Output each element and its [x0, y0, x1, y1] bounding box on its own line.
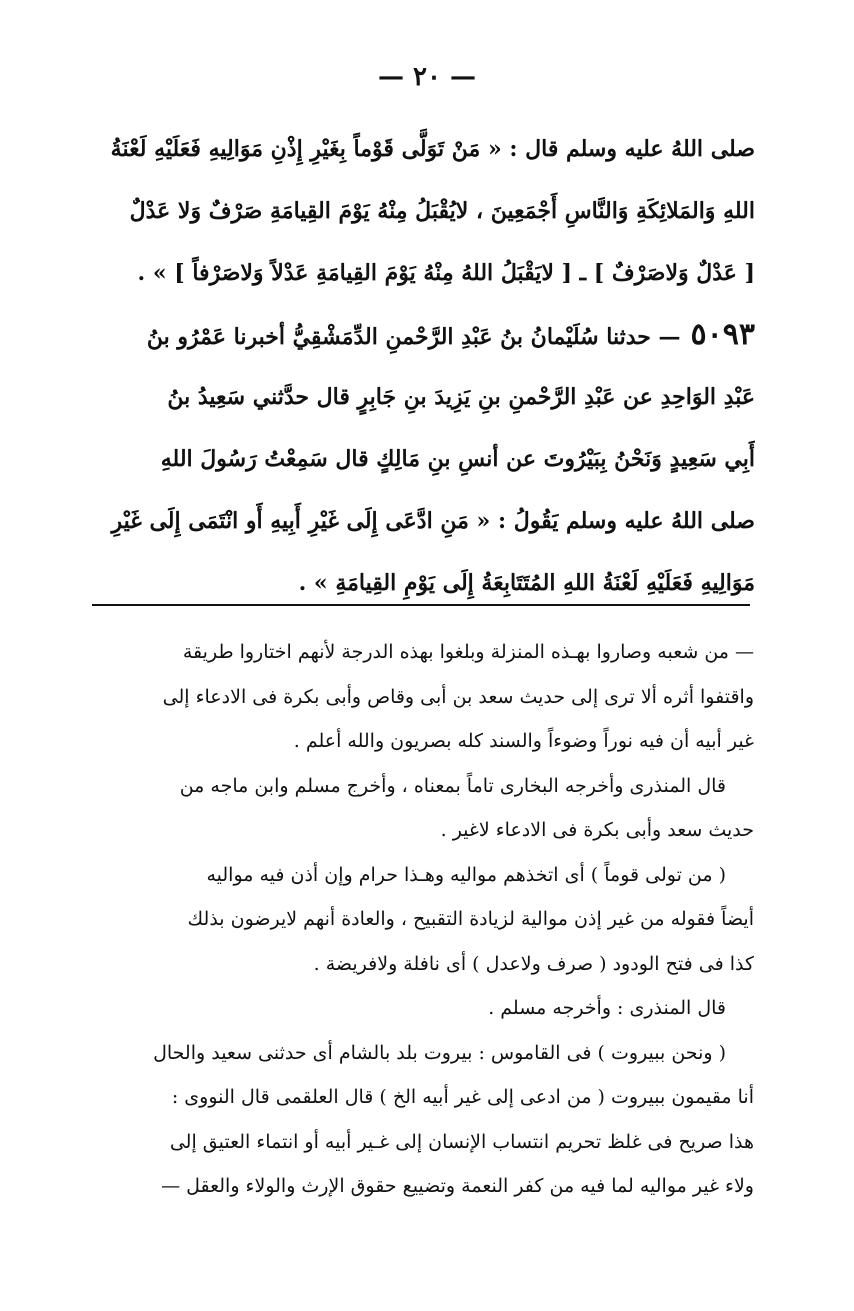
main-line: مَوَالِيهِ فَعَلَيْهِ لَعْنَةُ اللهِ المُتَتَابِعَةُ إِلَى يَوْمِ القِيامَةِ » . — [298, 570, 755, 596]
commentary-line: حديث سعد وأبى بكرة فى الادعاء لاغير . — [440, 819, 754, 841]
main-line: اللهِ وَالمَلائِكَةِ وَالنَّاسِ أَجْمَعِينَ ، لايُقْبَلُ مِنْهُ يَوْمَ القِيامَةِ صَرْفٌ وَلا عَدْلٌ — [129, 198, 755, 224]
commentary-line: أنا مقيمون ببيروت ( من ادعى إلى غير أبيه الخ ) قال العلقمى قال النووى : — [171, 1086, 754, 1108]
commentary-line: ولاء غير مواليه لما فيه من كفر النعمة وتضييع حقوق الإرث والولاء والعقل — — [161, 1175, 754, 1197]
main-line-hadith-start — [90, 304, 755, 366]
main-line: صلى اللهُ عليه وسلم يَقُولُ : « مَنِ ادَّعَى إِلَى غَيْرِ أَبِيهِ أَو انْتَمَى إِلَى غَيْرِ — [111, 508, 755, 534]
commentary-line: أيضاً فقوله من غير إذن موالية لزيادة التقبيح ، والعادة أنهم لايرضون بذلك — [187, 908, 754, 930]
commentary-text — [92, 630, 754, 1209]
commentary-line: هذا صريح فى غلظ تحريم انتساب الإنسان إلى غـير أبيه أو انتماء العتيق إلى — [169, 1130, 754, 1153]
commentary-line: — من شعبه وصاروا بهـذه المنزلة وبلغوا بهذه الدرجة لأنهم اختاروا طريقة — [182, 641, 754, 663]
hadith-number: ٥٠٩٣ — [690, 317, 755, 352]
commentary-line: قال المنذرى وأخرجه البخارى تاماً بمعناه ، وأخرج مسلم وابن ماجه من — [179, 774, 726, 797]
commentary-line: واقتفوا أثره ألا ترى إلى حديث سعد بن أبى وقاص وأبى بكرة فى الادعاء إلى — [162, 685, 754, 708]
footnote-divider — [92, 604, 750, 606]
main-line: صلى اللهُ عليه وسلم قال : « مَنْ تَوَلَّى قَوْماً بِغَيْرِ إِذْنِ مَوَالِيهِ فَعَلَيْهِ لَعْنَةُ — [110, 136, 755, 162]
commentary-line: غير أبيه أن فيه نوراً وضوءاً والسند كله بصريون والله أعلم . — [293, 730, 754, 752]
main-line: عَبْدِ الوَاحِدِ عن عَبْدِ الرَّحْمنِ بنِ يَزِيدَ بنِ جَابِرٍ قال حدَّثني سَعِيدُ بنُ — [167, 384, 755, 410]
commentary-line: ( من تولى قوماً ) أى اتخذهم مواليه وهـذا حرام وإن أذن فيه مواليه — [206, 863, 726, 886]
page-number: — ٢٠ — — [377, 62, 477, 92]
main-line: [ عَدْلٌ وَلاصَرْفٌ ] ـ [ لايَقْبَلُ اللهُ مِنْهُ يَوْمَ القِيامَةِ عَدْلاً وَلاصَرْفاً ] » . — [137, 260, 755, 286]
commentary-line: ( ونحن ببيروت ) فى القاموس : بيروت بلد بالشام أى حدثنى سعيد والحال — [153, 1041, 726, 1064]
hadith-text — [90, 118, 755, 614]
main-line-text: — حدثنا سُلَيْمانُ بنُ عَبْدِ الرَّحْمنِ الدِّمَشْقِيُّ أخبرنا عَمْرُو بنُ — [146, 324, 681, 350]
main-line: أَبِي سَعِيدٍ وَنَحْنُ بِبَيْرُوتَ عن أنسِ بنِ مَالِكٍ قال سَمِعْتُ رَسُولَ اللهِ — [160, 446, 755, 472]
commentary-line: كذا فى فتح الودود ( صرف ولاعدل ) أى نافلة ولافريضة . — [313, 952, 754, 975]
commentary-line: قال المنذرى : وأخرجه مسلم . — [488, 997, 726, 1019]
